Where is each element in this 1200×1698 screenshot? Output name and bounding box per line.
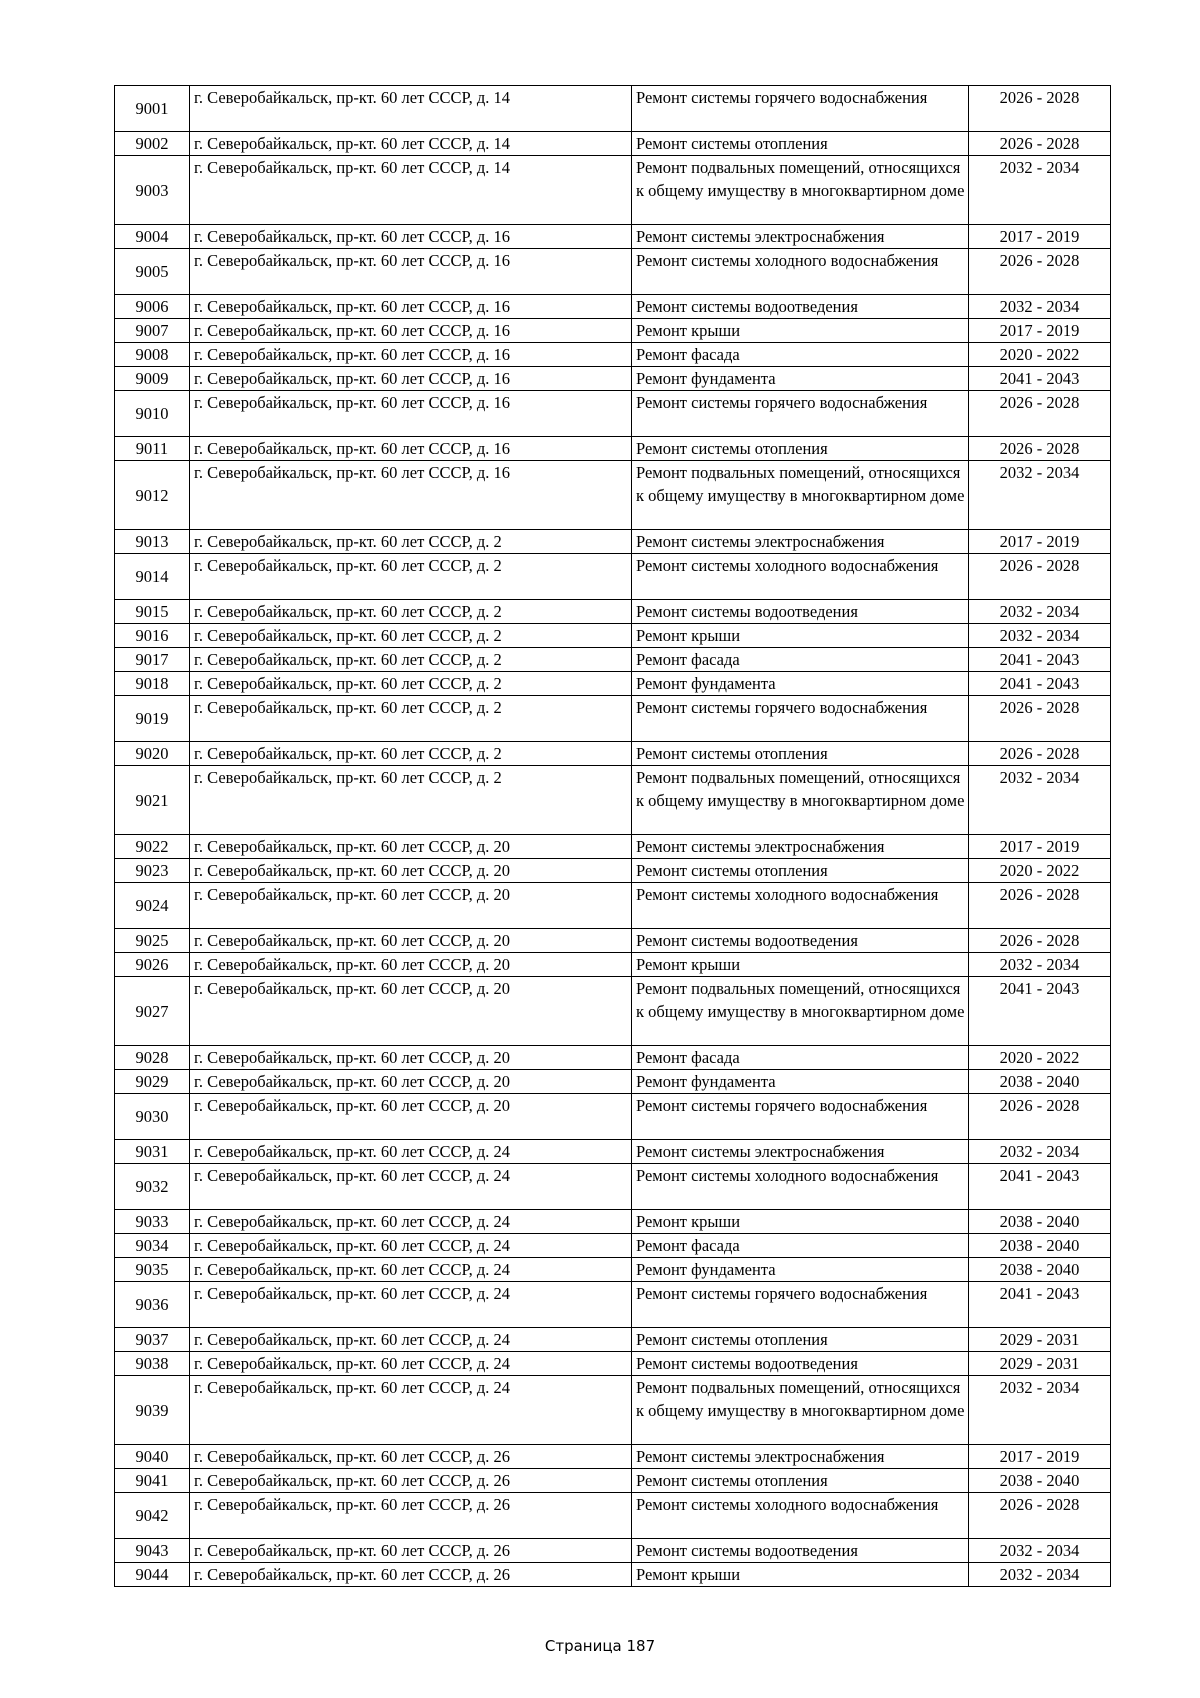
period-cell: 2032 - 2034 [969,156,1111,225]
address-cell: г. Северобайкальск, пр-кт. 60 лет СССР, д. 16 [190,343,632,367]
address-cell: г. Северобайкальск, пр-кт. 60 лет СССР, д. 20 [190,929,632,953]
work-type-cell: Ремонт фасада [632,1046,969,1070]
table-row [115,977,1111,1046]
table-row [115,319,1111,343]
table-row [115,1376,1111,1445]
table-body [115,86,1111,1587]
work-type-cell: Ремонт системы электроснабжения [632,835,969,859]
address-cell: г. Северобайкальск, пр-кт. 60 лет СССР, д. 2 [190,624,632,648]
address-cell: г. Северобайкальск, пр-кт. 60 лет СССР, д. 2 [190,600,632,624]
period-cell: 2026 - 2028 [969,132,1111,156]
row-number: 9029 [115,1070,190,1094]
work-type-cell: Ремонт системы горячего водоснабжения [632,391,969,437]
period-cell: 2020 - 2022 [969,1046,1111,1070]
row-number: 9003 [115,156,190,225]
period-cell: 2032 - 2034 [969,1140,1111,1164]
address-cell: г. Северобайкальск, пр-кт. 60 лет СССР, д. 24 [190,1234,632,1258]
row-number: 9037 [115,1328,190,1352]
row-number: 9021 [115,766,190,835]
period-cell: 2026 - 2028 [969,86,1111,132]
row-number: 9008 [115,343,190,367]
address-cell: г. Северобайкальск, пр-кт. 60 лет СССР, д. 16 [190,225,632,249]
row-number: 9010 [115,391,190,437]
table-row [115,624,1111,648]
period-cell: 2032 - 2034 [969,953,1111,977]
address-cell: г. Северобайкальск, пр-кт. 60 лет СССР, д. 16 [190,319,632,343]
table-row [115,1352,1111,1376]
period-cell: 2026 - 2028 [969,1493,1111,1539]
work-type-cell: Ремонт подвальных помещений, относящихся к общему имуществу в многоквартирном доме [632,1376,969,1445]
table-row [115,367,1111,391]
address-cell: г. Северобайкальск, пр-кт. 60 лет СССР, д. 24 [190,1376,632,1445]
work-type-cell: Ремонт подвальных помещений, относящихся к общему имуществу в многоквартирном доме [632,461,969,530]
work-type-cell: Ремонт фундамента [632,367,969,391]
address-cell: г. Северобайкальск, пр-кт. 60 лет СССР, д. 2 [190,742,632,766]
row-number: 9012 [115,461,190,530]
work-type-cell: Ремонт системы горячего водоснабжения [632,86,969,132]
period-cell: 2032 - 2034 [969,1376,1111,1445]
work-type-cell: Ремонт системы горячего водоснабжения [632,1282,969,1328]
period-cell: 2026 - 2028 [969,249,1111,295]
period-cell: 2029 - 2031 [969,1352,1111,1376]
work-type-cell: Ремонт крыши [632,319,969,343]
work-type-cell: Ремонт системы электроснабжения [632,1445,969,1469]
address-cell: г. Северобайкальск, пр-кт. 60 лет СССР, д. 16 [190,461,632,530]
address-cell: г. Северобайкальск, пр-кт. 60 лет СССР, д. 14 [190,132,632,156]
table-row [115,883,1111,929]
period-cell: 2038 - 2040 [969,1469,1111,1493]
period-cell: 2041 - 2043 [969,1282,1111,1328]
address-cell: г. Северобайкальск, пр-кт. 60 лет СССР, д. 2 [190,766,632,835]
period-cell: 2032 - 2034 [969,1539,1111,1563]
period-cell: 2041 - 2043 [969,672,1111,696]
address-cell: г. Северобайкальск, пр-кт. 60 лет СССР, д. 16 [190,391,632,437]
work-type-cell: Ремонт системы водоотведения [632,1352,969,1376]
period-cell: 2026 - 2028 [969,554,1111,600]
period-cell: 2041 - 2043 [969,367,1111,391]
address-cell: г. Северобайкальск, пр-кт. 60 лет СССР, д. 20 [190,883,632,929]
row-number: 9041 [115,1469,190,1493]
address-cell: г. Северобайкальск, пр-кт. 60 лет СССР, д. 2 [190,530,632,554]
work-type-cell: Ремонт подвальных помещений, относящихся к общему имуществу в многоквартирном доме [632,766,969,835]
work-type-cell: Ремонт системы горячего водоснабжения [632,696,969,742]
table-row [115,672,1111,696]
table-row [115,437,1111,461]
work-type-cell: Ремонт системы холодного водоснабжения [632,883,969,929]
address-cell: г. Северобайкальск, пр-кт. 60 лет СССР, д. 20 [190,1070,632,1094]
table-row [115,1094,1111,1140]
table-row [115,156,1111,225]
work-type-cell: Ремонт системы электроснабжения [632,225,969,249]
period-cell: 2032 - 2034 [969,624,1111,648]
work-type-cell: Ремонт системы отопления [632,1469,969,1493]
work-type-cell: Ремонт системы холодного водоснабжения [632,554,969,600]
row-number: 9035 [115,1258,190,1282]
row-number: 9015 [115,600,190,624]
row-number: 9018 [115,672,190,696]
address-cell: г. Северобайкальск, пр-кт. 60 лет СССР, д. 24 [190,1282,632,1328]
table-row [115,1282,1111,1328]
table-row [115,1563,1111,1587]
period-cell: 2017 - 2019 [969,319,1111,343]
address-cell: г. Северобайкальск, пр-кт. 60 лет СССР, д. 26 [190,1563,632,1587]
row-number: 9006 [115,295,190,319]
table-row [115,1539,1111,1563]
period-cell: 2038 - 2040 [969,1234,1111,1258]
period-cell: 2026 - 2028 [969,929,1111,953]
row-number: 9036 [115,1282,190,1328]
work-type-cell: Ремонт подвальных помещений, относящихся к общему имуществу в многоквартирном доме [632,156,969,225]
work-type-cell: Ремонт системы электроснабжения [632,530,969,554]
period-cell: 2038 - 2040 [969,1258,1111,1282]
address-cell: г. Северобайкальск, пр-кт. 60 лет СССР, д. 26 [190,1445,632,1469]
work-type-cell: Ремонт системы холодного водоснабжения [632,1493,969,1539]
table-row [115,461,1111,530]
row-number: 9043 [115,1539,190,1563]
row-number: 9027 [115,977,190,1046]
work-type-cell: Ремонт фундамента [632,672,969,696]
work-type-cell: Ремонт системы холодного водоснабжения [632,249,969,295]
work-type-cell: Ремонт фасада [632,648,969,672]
work-type-cell: Ремонт крыши [632,1563,969,1587]
table-row [115,859,1111,883]
table-row [115,295,1111,319]
period-cell: 2032 - 2034 [969,600,1111,624]
work-type-cell: Ремонт системы отопления [632,859,969,883]
table-row [115,343,1111,367]
table-row [115,1493,1111,1539]
period-cell: 2026 - 2028 [969,742,1111,766]
work-type-cell: Ремонт фасада [632,343,969,367]
row-number: 9013 [115,530,190,554]
address-cell: г. Северобайкальск, пр-кт. 60 лет СССР, д. 24 [190,1258,632,1282]
row-number: 9033 [115,1210,190,1234]
row-number: 9011 [115,437,190,461]
row-number: 9040 [115,1445,190,1469]
period-cell: 2029 - 2031 [969,1328,1111,1352]
table-row [115,1210,1111,1234]
work-type-cell: Ремонт крыши [632,1210,969,1234]
work-type-cell: Ремонт системы отопления [632,437,969,461]
work-type-cell: Ремонт системы отопления [632,1328,969,1352]
period-cell: 2026 - 2028 [969,437,1111,461]
period-cell: 2017 - 2019 [969,835,1111,859]
row-number: 9020 [115,742,190,766]
address-cell: г. Северобайкальск, пр-кт. 60 лет СССР, д. 20 [190,977,632,1046]
table-row [115,929,1111,953]
work-type-cell: Ремонт системы водоотведения [632,295,969,319]
row-number: 9001 [115,86,190,132]
address-cell: г. Северобайкальск, пр-кт. 60 лет СССР, д. 2 [190,554,632,600]
period-cell: 2041 - 2043 [969,648,1111,672]
row-number: 9042 [115,1493,190,1539]
address-cell: г. Северобайкальск, пр-кт. 60 лет СССР, д. 14 [190,86,632,132]
address-cell: г. Северобайкальск, пр-кт. 60 лет СССР, д. 24 [190,1210,632,1234]
table-row [115,530,1111,554]
period-cell: 2032 - 2034 [969,1563,1111,1587]
row-number: 9030 [115,1094,190,1140]
table-row [115,1046,1111,1070]
work-type-cell: Ремонт фасада [632,1234,969,1258]
table-row [115,1258,1111,1282]
work-type-cell: Ремонт системы водоотведения [632,1539,969,1563]
table-row [115,1164,1111,1210]
table-row [115,249,1111,295]
table-row [115,1445,1111,1469]
table-row [115,600,1111,624]
table-row [115,1469,1111,1493]
row-number: 9034 [115,1234,190,1258]
work-type-cell: Ремонт крыши [632,624,969,648]
period-cell: 2020 - 2022 [969,343,1111,367]
period-cell: 2020 - 2022 [969,859,1111,883]
address-cell: г. Северобайкальск, пр-кт. 60 лет СССР, д. 24 [190,1164,632,1210]
period-cell: 2038 - 2040 [969,1210,1111,1234]
address-cell: г. Северобайкальск, пр-кт. 60 лет СССР, д. 2 [190,672,632,696]
work-type-cell: Ремонт системы водоотведения [632,600,969,624]
address-cell: г. Северобайкальск, пр-кт. 60 лет СССР, д. 20 [190,1094,632,1140]
address-cell: г. Северобайкальск, пр-кт. 60 лет СССР, д. 26 [190,1493,632,1539]
address-cell: г. Северобайкальск, пр-кт. 60 лет СССР, д. 20 [190,859,632,883]
period-cell: 2041 - 2043 [969,1164,1111,1210]
work-type-cell: Ремонт системы отопления [632,132,969,156]
row-number: 9038 [115,1352,190,1376]
row-number: 9007 [115,319,190,343]
period-cell: 2032 - 2034 [969,461,1111,530]
table-row [115,225,1111,249]
table-row [115,648,1111,672]
table-row [115,1140,1111,1164]
table-row [115,953,1111,977]
period-cell: 2026 - 2028 [969,883,1111,929]
address-cell: г. Северобайкальск, пр-кт. 60 лет СССР, д. 26 [190,1539,632,1563]
row-number: 9017 [115,648,190,672]
period-cell: 2026 - 2028 [969,696,1111,742]
work-type-cell: Ремонт системы отопления [632,742,969,766]
repair-schedule-table [114,85,1111,1587]
page-number: Страница 187 [544,1637,656,1655]
row-number: 9002 [115,132,190,156]
period-cell: 2038 - 2040 [969,1070,1111,1094]
row-number: 9019 [115,696,190,742]
row-number: 9026 [115,953,190,977]
row-number: 9028 [115,1046,190,1070]
table-row [115,86,1111,132]
address-cell: г. Северобайкальск, пр-кт. 60 лет СССР, д. 26 [190,1469,632,1493]
work-type-cell: Ремонт системы электроснабжения [632,1140,969,1164]
row-number: 9022 [115,835,190,859]
address-cell: г. Северобайкальск, пр-кт. 60 лет СССР, д. 24 [190,1328,632,1352]
table-row [115,1070,1111,1094]
address-cell: г. Северобайкальск, пр-кт. 60 лет СССР, д. 20 [190,1046,632,1070]
table-row [115,835,1111,859]
address-cell: г. Северобайкальск, пр-кт. 60 лет СССР, д. 16 [190,367,632,391]
work-type-cell: Ремонт крыши [632,953,969,977]
address-cell: г. Северобайкальск, пр-кт. 60 лет СССР, д. 2 [190,648,632,672]
row-number: 9014 [115,554,190,600]
period-cell: 2017 - 2019 [969,530,1111,554]
address-cell: г. Северобайкальск, пр-кт. 60 лет СССР, д. 14 [190,156,632,225]
address-cell: г. Северобайкальск, пр-кт. 60 лет СССР, д. 24 [190,1140,632,1164]
table-row [115,696,1111,742]
period-cell: 2032 - 2034 [969,295,1111,319]
row-number: 9004 [115,225,190,249]
row-number: 9031 [115,1140,190,1164]
table-row [115,1328,1111,1352]
table-row [115,132,1111,156]
work-type-cell: Ремонт системы холодного водоснабжения [632,1164,969,1210]
row-number: 9044 [115,1563,190,1587]
work-type-cell: Ремонт фундамента [632,1258,969,1282]
work-type-cell: Ремонт системы горячего водоснабжения [632,1094,969,1140]
table-row [115,391,1111,437]
address-cell: г. Северобайкальск, пр-кт. 60 лет СССР, д. 20 [190,835,632,859]
address-cell: г. Северобайкальск, пр-кт. 60 лет СССР, д. 2 [190,696,632,742]
period-cell: 2017 - 2019 [969,1445,1111,1469]
period-cell: 2017 - 2019 [969,225,1111,249]
address-cell: г. Северобайкальск, пр-кт. 60 лет СССР, д. 16 [190,249,632,295]
row-number: 9032 [115,1164,190,1210]
row-number: 9024 [115,883,190,929]
work-type-cell: Ремонт фундамента [632,1070,969,1094]
period-cell: 2041 - 2043 [969,977,1111,1046]
row-number: 9009 [115,367,190,391]
table-row [115,766,1111,835]
row-number: 9023 [115,859,190,883]
table-row [115,1234,1111,1258]
table-row [115,554,1111,600]
period-cell: 2026 - 2028 [969,1094,1111,1140]
period-cell: 2032 - 2034 [969,766,1111,835]
address-cell: г. Северобайкальск, пр-кт. 60 лет СССР, д. 24 [190,1352,632,1376]
work-type-cell: Ремонт системы водоотведения [632,929,969,953]
row-number: 9039 [115,1376,190,1445]
table-row [115,742,1111,766]
work-type-cell: Ремонт подвальных помещений, относящихся к общему имуществу в многоквартирном доме [632,977,969,1046]
address-cell: г. Северобайкальск, пр-кт. 60 лет СССР, д. 16 [190,295,632,319]
row-number: 9016 [115,624,190,648]
address-cell: г. Северобайкальск, пр-кт. 60 лет СССР, д. 16 [190,437,632,461]
row-number: 9005 [115,249,190,295]
row-number: 9025 [115,929,190,953]
address-cell: г. Северобайкальск, пр-кт. 60 лет СССР, д. 20 [190,953,632,977]
period-cell: 2026 - 2028 [969,391,1111,437]
